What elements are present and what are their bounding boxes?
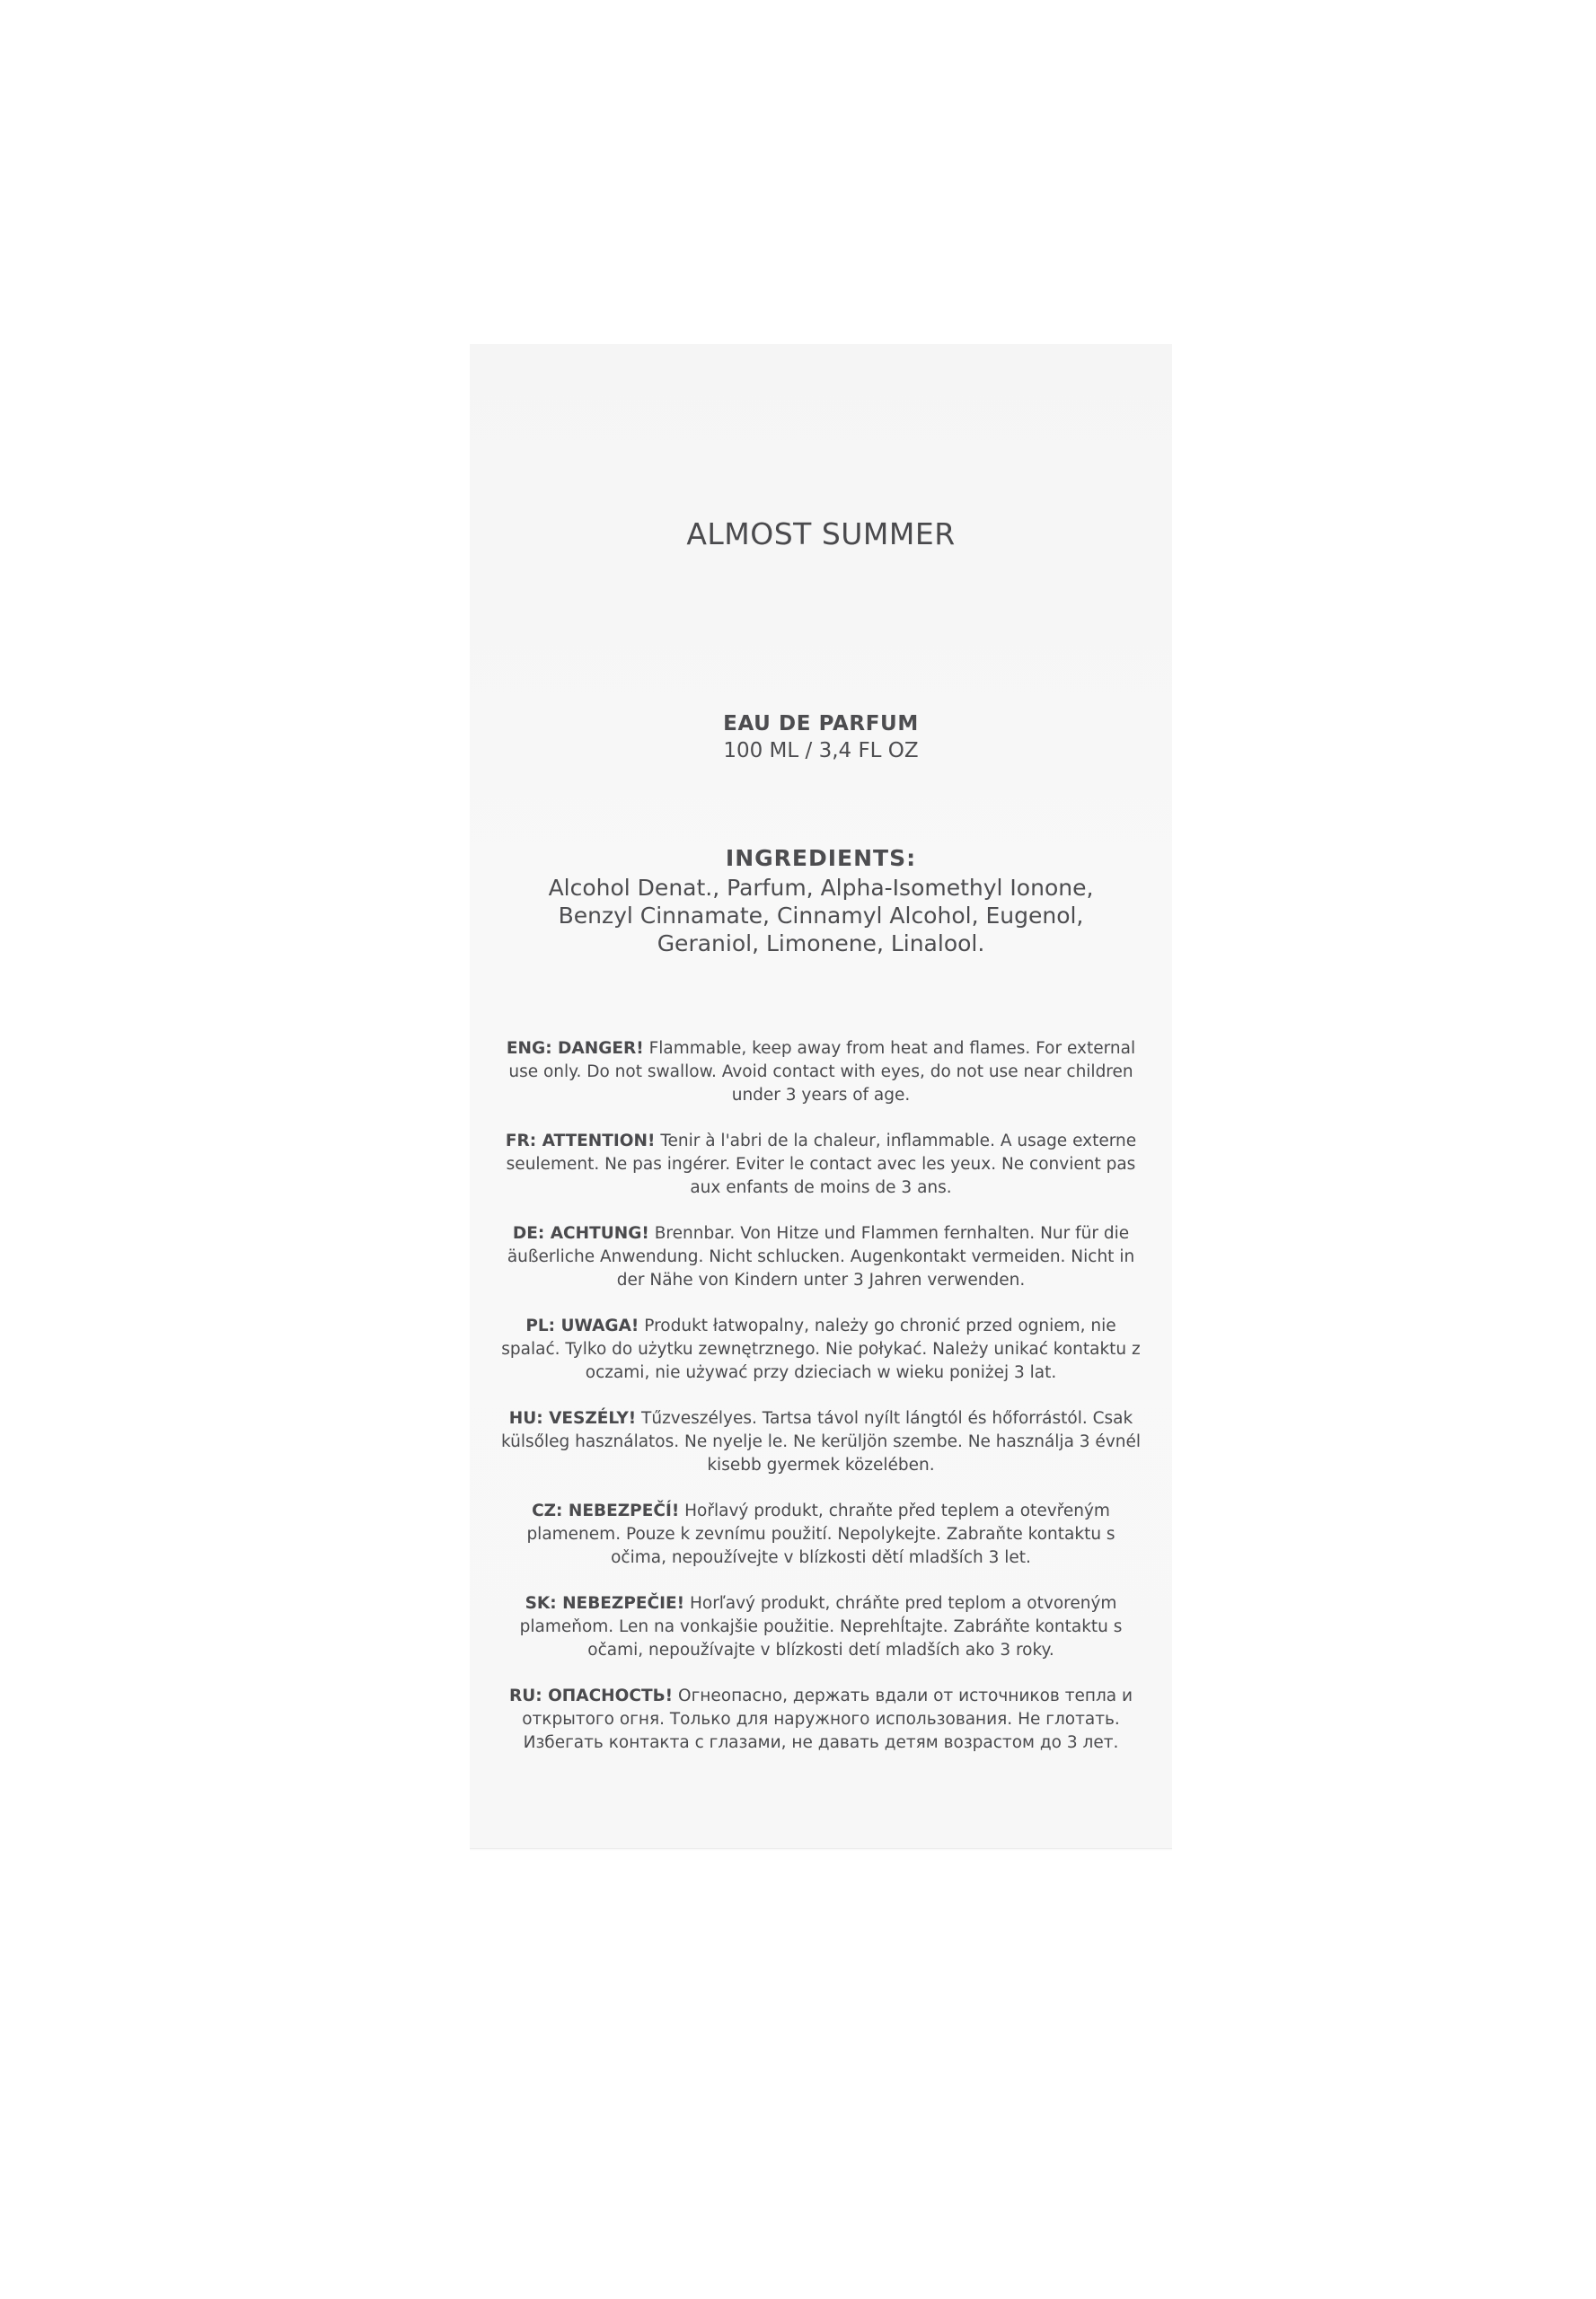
warning-text: Огнеопасно, держать вдали от источников тепла и открытого огня. Только для наружного использования. Не глотать. Избегать контакта с глазами, не давать детям возрастом до 3 лет. [522,1687,1133,1752]
product-type: EAU DE PARFUM [723,712,919,736]
warning-label: RU: ОПАСНОСТЬ! [508,1687,674,1705]
warning-ru [497,1685,1145,1755]
warning-label: PL: UWAGA! [525,1317,639,1335]
warning-eng [497,1037,1145,1107]
warning-pl [497,1315,1145,1385]
warning-hu [497,1407,1145,1477]
warning-text: Flammable, keep away from heat and flames. For external use only. Do not swallow. Avoid contact with eyes, do not use near children under 3 years of age. [508,1039,1136,1105]
warning-label: FR: ATTENTION! [505,1132,656,1150]
warning-label: HU: VESZÉLY! [508,1409,637,1428]
warnings-block [497,1037,1145,1777]
warning-text: Hořlavý produkt, chraňte před teplem a otevřeným plamenem. Pouze k zevnímu použití. Nepolykejte. Zabraňte kontaktu s očima, nepoužívejte v blízkosti dětí mladších 3 let. [526,1502,1115,1567]
product-volume: 100 ML / 3,4 FL OZ [723,739,919,762]
perfume-box-back [470,344,1172,1848]
warning-sk [497,1592,1145,1662]
warning-text: Produkt łatwopalny, należy go chronić przed ogniem, nie spalać. Tylko do użytku zewnętrznego. Nie połykać. Należy unikać kontaktu z oczami, nie używać przy dzieciach w wieku poniżej 3 lat. [501,1317,1141,1382]
warning-text: Brennbar. Von Hitze und Flammen fernhalten. Nur für die äußerliche Anwendung. Nicht schlucken. Augenkontakt vermeiden. Nicht in der Nähe von Kindern unter 3 Jahren verwenden. [507,1224,1135,1290]
product-name: ALMOST SUMMER [686,516,956,551]
warning-text: Tenir à l'abri de la chaleur, inflammable. A usage externe seulement. Ne pas ingérer. Eviter le contact avec les yeux. Ne convient pas aux enfants de moins de 3 ans. [506,1132,1137,1197]
warning-label: ENG: DANGER! [506,1039,644,1058]
warning-label: DE: ACHTUNG! [512,1224,649,1243]
warning-text: Tűzveszélyes. Tartsa távol nyílt lángtól és hőforrástól. Csak külsőleg használatos. Ne nyelje le. Ne kerüljön szembe. Ne használja 3 évnél kisebb gyermek közelében. [500,1409,1142,1475]
ingredients-list: Alcohol Denat., Parfum, Alpha-Isomethyl Ionone, Benzyl Cinnamate, Cinnamyl Alcohol, Eugenol, Geraniol, Limonene, Linalool. [548,875,1094,956]
warning-de [497,1222,1145,1292]
warning-label: SK: NEBEZPEČIE! [525,1594,685,1613]
warning-cz [497,1500,1145,1570]
warning-fr [497,1130,1145,1200]
warning-text: Horľavý produkt, chráňte pred teplom a otvoreným plameňom. Len na vonkajšie použitie. Neprehĺtajte. Zabráňte kontaktu s očami, nepoužívajte v blízkosti detí mladších ako 3 roky. [519,1594,1123,1660]
warning-label: CZ: NEBEZPEČÍ! [532,1502,680,1520]
ingredients-heading: INGREDIENTS: [725,845,917,871]
